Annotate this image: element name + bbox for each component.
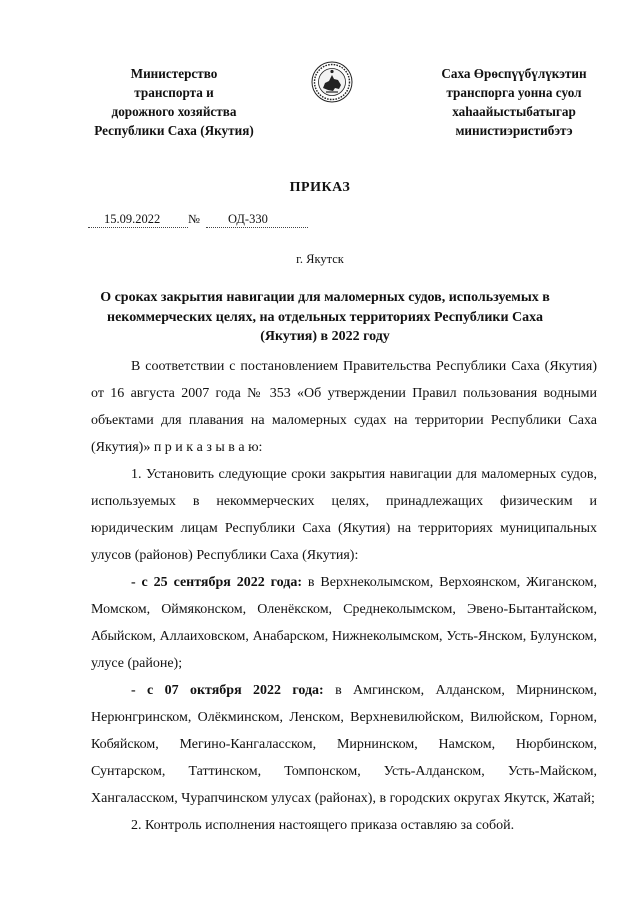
number-sign: № [188,212,200,226]
ministry-line: транспорга уонна суол [446,85,582,100]
preamble-paragraph: В соответствии с постановлением Правительства Республики Саха (Якутия) от 16 августа 2007 года № 353 «Об утверждении Правил пользования водными объектами для плавания на маломерных судах на территории Республики Саха (Якутия)» п р и к а з ы в а ю: [91,359,597,455]
order-date-number-line [88,210,308,230]
date-dotted-underline [88,227,188,228]
deadline-oct-regions: в Амгинском, Алданском, Мирнинском, Нерюнгринском, Олёкминском, Ленском, Верхневилюйском, Вилюйском, Горном, Кобяйском, Мегино-Кангаласском, Мирнинском, Намском, Нюрбинском, Сунтарском, Таттинском, Томпонском, Усть-Алданском, Усть-Майском, Хангаласском, Чурапчинском улусах (районах), в городских округах Якутск, Жатай; [91,683,597,806]
deadline-sept-date: - с 25 сентября 2022 года: [131,575,303,590]
ministry-name-yakut [396,64,632,140]
item-2-paragraph: 2. Контроль исполнения настоящего приказа оставляю за собой. [131,818,515,833]
deadline-sept-paragraph [91,569,597,677]
ministry-line: министиэристибэтэ [455,123,573,138]
order-date: 15.09.2022 [104,212,161,226]
ministry-line: хаһаайыстыбатыгар [452,104,576,119]
order-body [91,353,597,839]
ministry-line: Саха Өрөспүүбүлүкэтин [441,66,587,81]
city-name: г. Якутск [296,252,344,266]
ministry-line: Министерство [130,66,218,81]
ministry-name-russian [56,64,292,140]
deadline-sept-regions: в Верхнеколымском, Верхоянском, Жиганском, Момском, Оймяконском, Оленёкском, Среднеколымском, Эвено-Бытантайском, Абыйском, Аллаиховском, Анабарском, Нижнеколымском, Усть-Янском, Булунском, улусе (районе); [91,575,597,671]
ministry-line: Республики Саха (Якутия) [94,123,254,138]
order-subject: О сроках закрытия навигации для маломерных судов, используемых в некоммерческих целях, на отдельных территориях Республики Саха (Якутия) в 2022 году [100,290,550,344]
ministry-line: дорожного хозяйства [111,104,237,119]
item-1-paragraph: 1. Установить следующие сроки закрытия навигации для маломерных судов, используемых в некоммерческих целях, принадлежащих физическим и юридическим лицам Республики Саха (Якутия) на территориях муниципальных улусов (районов) Республики Саха (Якутия): [91,467,597,563]
republic-emblem-icon [311,61,353,103]
ministry-line: транспорта и [134,85,214,100]
order-number: ОД-330 [228,212,268,226]
document-type-title: ПРИКАЗ [289,180,351,195]
deadline-oct-paragraph [91,677,597,812]
number-dotted-underline [206,227,308,228]
deadline-oct-date: - с 07 октября 2022 года: [131,683,324,698]
